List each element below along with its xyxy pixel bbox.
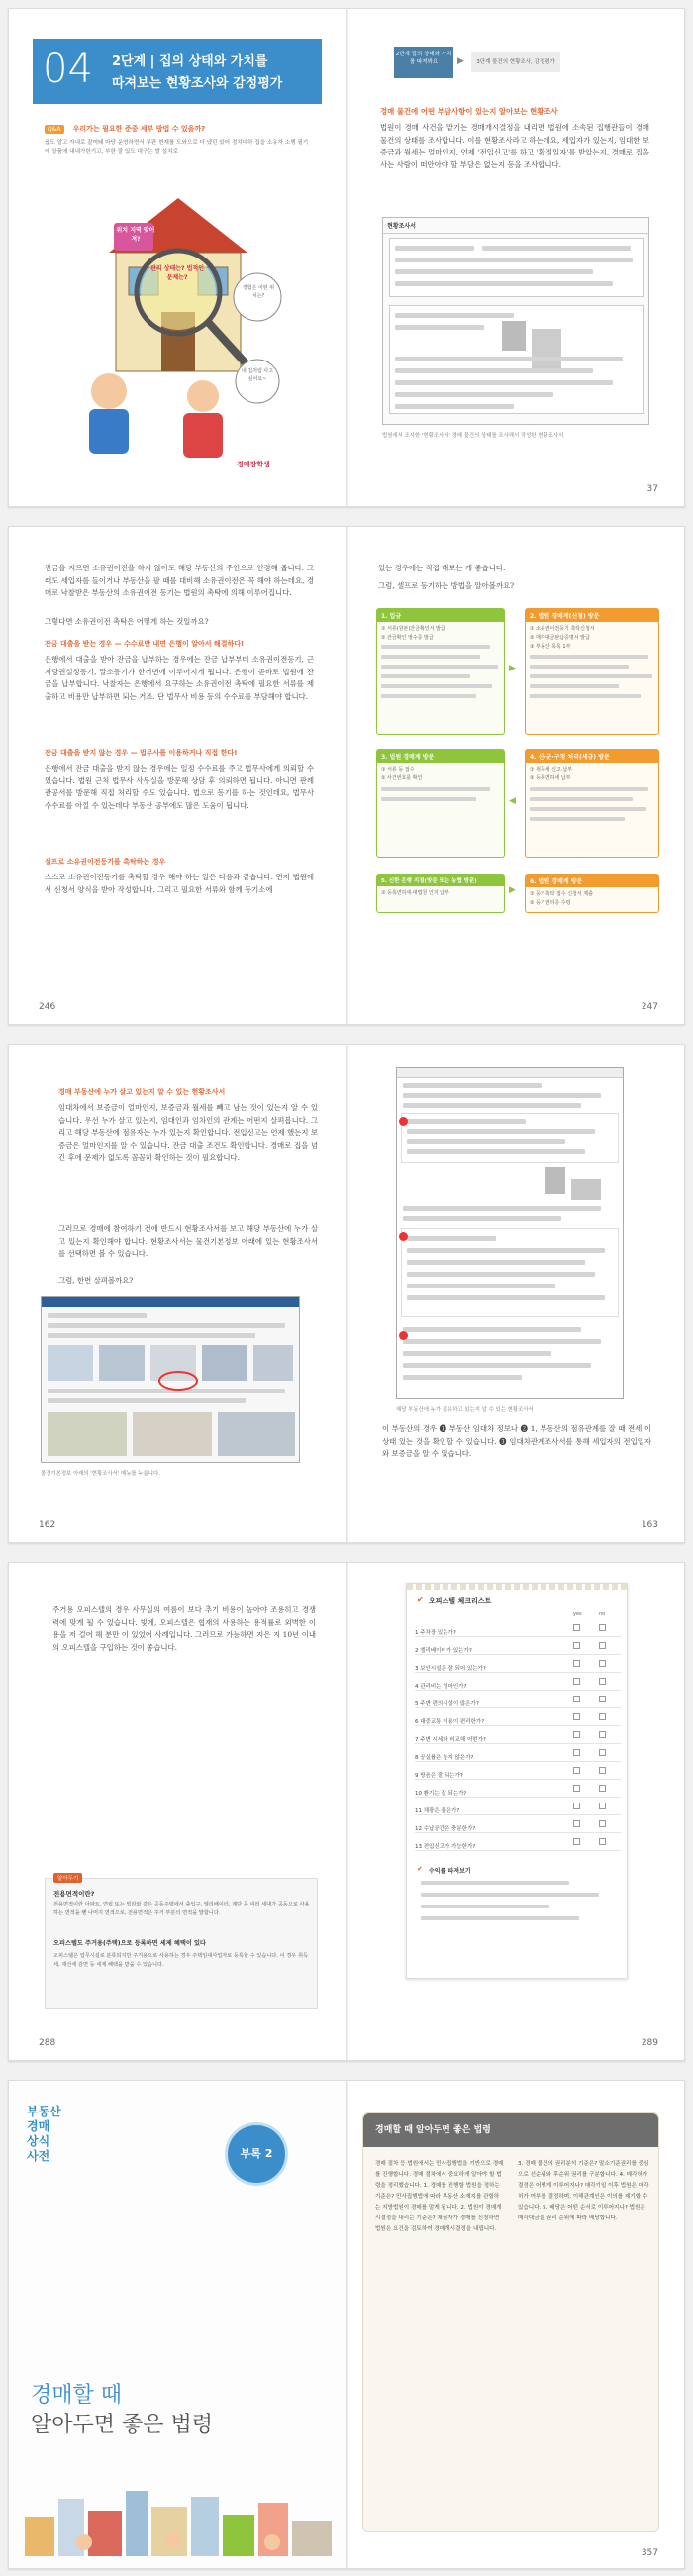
page-number-right: 357	[641, 2548, 658, 2558]
vertical-title-line: 상식	[27, 2134, 50, 2148]
flow-box-title: 6. 법원 경매계 방문	[526, 875, 658, 887]
col-no: no	[599, 1611, 606, 1617]
checklist-row	[415, 1815, 621, 1833]
checkbox-no[interactable]	[599, 1749, 606, 1756]
flow-step-2: 3단계 물건의 현황조사, 감정평가	[471, 52, 560, 72]
spread-1	[8, 8, 685, 507]
text-1: 전금을 지므면 소유권이전을 하지 않아도 해당 부동산의 주인으로 인정해 줍니다. 그래도 세입자를 들이거나 부동산을 팔 때를 대비해 소유권이전은 꼭 해야 하는데요, 경매로 낙찰받은 부동산의 소유권이전 등기는 법원의 촉탁에 의해 이루어집니다.	[45, 564, 314, 598]
spread-3	[8, 1044, 685, 1543]
checklist-row	[415, 1780, 621, 1798]
checkbox-yes[interactable]	[573, 1803, 580, 1809]
form-caption: 법원에서 조사한 '현황조사서' 경매 물건의 상태를 조사해서 작성한 현황조사서	[382, 433, 564, 439]
checkbox-no[interactable]	[599, 1820, 606, 1827]
flow-box-title: 3. 법원 경매계 방문	[377, 750, 504, 763]
page-number-right: 247	[641, 1002, 658, 1012]
flow-item: ① 등기촉탁 접수 신청서 제출	[530, 891, 593, 897]
row-label: 5 주변 편의시설이 많은가?	[415, 1701, 479, 1707]
text-2: 그렇다면 소유권이전 촉탁은 어떻게 하는 것일까요?	[45, 617, 209, 626]
flow-box-title: 2. 법원 경매계(신청) 방문	[526, 609, 658, 622]
vertical-title-line: 경매	[27, 2119, 50, 2133]
page-number-right: 289	[641, 2038, 658, 2048]
row-label: 1 주차장 있는가?	[415, 1630, 456, 1636]
site-screenshot	[41, 1296, 300, 1463]
check-icon: ✔	[417, 1865, 423, 1873]
tip-label: 알아두기	[53, 1873, 82, 1883]
flow-item: ① 서류 등 접수	[381, 767, 415, 773]
row-label: 13 전입신고가 가능한가?	[415, 1844, 476, 1850]
form-title: 현황조사서	[383, 218, 648, 234]
arrow-icon: ▶	[509, 664, 516, 673]
checkbox-yes[interactable]	[573, 1767, 580, 1774]
checklist-row	[415, 1744, 621, 1762]
checkbox-no[interactable]	[599, 1624, 606, 1631]
page-number-right: 163	[641, 1520, 658, 1530]
cartoon-sign-center: 관리 상태는? 법적인 문제는?	[149, 265, 205, 281]
checklist-row	[415, 1833, 621, 1851]
page-number-left: 246	[39, 1002, 56, 1012]
row-label: 9 방음은 잘 되는가?	[415, 1773, 463, 1779]
page-number-left: 288	[39, 2038, 56, 2048]
row-label: 7 주변 시세와 비교해 어떤가?	[415, 1737, 486, 1743]
checkbox-yes[interactable]	[573, 1785, 580, 1792]
tip-text: 전용면적이란 아파트, 연립 또는 빌라와 같은 공동주택에서 출입구, 엘리베이터, 계단 등 여러 세대가 공동으로 사용하는 면적을 뺀 나머지 면적으로, 전용면적은 주거 부분의 면적을 말합니다.	[53, 1902, 310, 1916]
text-5: 스스로 소유권이전등기를 촉탁할 경우 해야 하는 일은 다음과 같습니다. 먼저 법원에서 신청서 양식을 받아 작성합니다. 그리고 필요한 서류와 함께 등기소에	[45, 873, 314, 894]
procedure-flowchart	[376, 608, 659, 984]
checklist-title: 오피스텔 체크리스트	[429, 1597, 492, 1605]
checklist-row	[415, 1655, 621, 1673]
heading-1: 잔금 대출을 받는 경우 — 수수료만 내면 은행이 알아서 해결하다!	[45, 640, 245, 648]
checkbox-no[interactable]	[599, 1803, 606, 1809]
text-2: 그러므로 경매에 참여하기 전에 반드시 현황조사서를 보고 해당 부동산에 누가 살고 있는지 확인해야 합니다. 현황조사서는 물건기본정보 아래에 있는 현황조사서를 선택하면 볼 수 있습니다.	[58, 1224, 318, 1259]
marker-icon	[399, 1331, 408, 1340]
tip-title: 전용면적이란?	[53, 1890, 95, 1898]
marker-icon	[399, 1232, 408, 1241]
appendix-badge	[225, 2122, 288, 2186]
arrow-icon: ◀	[509, 796, 516, 806]
survey-screenshot	[396, 1067, 624, 1399]
chapter-number: 04	[43, 47, 93, 92]
checklist-rows	[415, 1619, 621, 1851]
flow-item: ① 등록면허세·대법원 인지 납부	[381, 890, 449, 896]
intro-label: Q&A	[45, 125, 64, 134]
flow-box-1	[376, 608, 505, 735]
row-label: 8 공실률은 높지 않은가?	[415, 1755, 474, 1761]
page-right	[348, 1563, 686, 2060]
text-4: 은행에서 잔금 대출을 받지 않는 경우에는 일정 수수료를 주고 법무사에게 의뢰할 수 있습니다. 법원 근처 법무사 사무실을 방문해 상담 후 의뢰하면 됩니다. 아니면 판례 관공서를 방문해 직접 처리할 수도 있습니다. 법으로 등기를 하는 것인데요, 법무사 수수료를 아낄 수 있는데다 부동산 공부에도 많은 도움이 됩니다.	[45, 764, 314, 810]
checklist-row	[415, 1726, 621, 1744]
checklist-row	[415, 1673, 621, 1691]
row-label: 3 보안시설은 잘 되어 있는가?	[415, 1666, 486, 1672]
checkbox-yes[interactable]	[573, 1713, 580, 1720]
text-2: 그럼, 셀프로 등기하는 방법을 알아볼까요?	[378, 581, 515, 590]
checklist-row	[415, 1798, 621, 1815]
checklist-sub: 수익률 따져보기	[429, 1868, 471, 1875]
text-3: 은행에서 대출을 받아 잔금을 납부하는 경우에는 잔금 납부부터 소유권이전등기, 근저당권설정등기, 말소등기가 한꺼번에 이루어지게 됩니다. 은행이 곧바로 법원에 잔금을 납부합니다. 낙찰자는 은행에서 요구하는 소유권이전 촉탁에 필요한 서류를 제출하고 비용만 납부하면 되는 거죠. 단 법무사 비용 등의 수수료를 부담해야 합니다.	[45, 655, 314, 701]
intro-question: 우리가는 필요한 준중 세부 방법 수 있을까?	[72, 125, 206, 133]
chapter-title-2: 따져보는 현황조사와 감정평가	[112, 76, 283, 91]
vertical-title	[27, 2105, 61, 2164]
checkbox-yes[interactable]	[573, 1820, 580, 1827]
text-1: 이 부동산의 경우 ❶ 부동산 임대차 정보나 ❷ 1, 부동산의 점유관계를 잘 때 전세 이 상태 있는 것을 확인할 수 있습니다. ❸ 임대차관계조사서를 통해 세입자의 전입일자와 보증금을 알 수 있습니다.	[382, 1424, 651, 1459]
section-text: 법원이 경매 사건을 맡기는 경매개시결정을 내리면 법원에 소속된 집행관들이 경매 물건의 상태를 조사합니다. 이를 현황조사라고 하는데요, 세입자가 있는지, 임대한 보증금과 월세는 얼마인지, 언제 '전입신고'를 하고 '확정일자'를 받았는지, 경매로 집을 사는 사람이 떠안아야 할 부담은 없는지 등을 조사합니다.	[380, 123, 649, 169]
cover-title-2: 알아두면 좋은 법령	[31, 2413, 214, 2437]
checkbox-no[interactable]	[599, 1731, 606, 1738]
chapter-banner	[33, 39, 322, 104]
checkbox-yes[interactable]	[573, 1678, 580, 1685]
checklist-card	[406, 1583, 628, 1979]
text-1: 임대차에서 보증금이 얼마인지, 보증금과 월세를 빼고 남는 것이 있는지 알 수 있습니다. 우선 누가 살고 있는지, 임대인과 임차인의 관계는 어떤지 살펴봅니다. 그리고 해당 부동산에 점유자는 누가 있는지 확인합니다. 전입신고는 언제 했는지 보증금은 얼마인지를 알 수 있습니다. 잔금 대출 조건도 확인합니다. 경매로 집을 넘긴 후에 문제가 없도록 꼼꼼히 확인하는 것이 필요합니다.	[58, 1103, 318, 1163]
checkbox-no[interactable]	[599, 1678, 606, 1685]
law-panel	[362, 2112, 659, 2532]
screenshot-caption: 해당 부동산에 누가 점유하고 있는지 알 수 있는 현황조사서	[396, 1407, 534, 1413]
page-right	[348, 1045, 686, 1542]
intro-text: 옵도 알고 자내로 잘어돼 마당 운영하면서 부판 현재를 도와으로 더 냈던 있어 경치대하 집을 소유자 소행 필기에 상품에 내내가한기고, 부한 잘 있도 대구는 발 설치로	[45, 140, 309, 155]
page-right	[348, 527, 686, 1024]
flow-box-6	[525, 874, 659, 913]
checkbox-yes[interactable]	[573, 1660, 580, 1667]
checkbox-no[interactable]	[599, 1785, 606, 1792]
checkbox-yes[interactable]	[573, 1731, 580, 1738]
cartoon-brand: 경매장학생	[237, 461, 270, 468]
flow-item: ② 등록면허세 납부	[530, 775, 571, 781]
cartoon-sign-right: 경험은 어떤 위치는?	[242, 285, 275, 299]
chapter-title-1: 2단계 | 집의 상태와 가치를	[112, 54, 268, 69]
city-illustration	[25, 2477, 332, 2556]
page-right	[348, 9, 686, 506]
check-icon: ✔	[417, 1596, 424, 1604]
page-number-right: 37	[646, 484, 658, 494]
page-right	[348, 2081, 686, 2568]
checklist-row	[415, 1691, 621, 1708]
flow-box-4	[525, 749, 659, 858]
flow-step-1: 2단계 집의 상태와 가치를 따져봐요	[394, 47, 453, 78]
checkbox-no[interactable]	[599, 1642, 606, 1649]
screenshot-caption: 물건기본정보 아래의 '현황조사서' 메뉴를 누릅니다.	[41, 1471, 160, 1477]
text-3: 그럼, 한번 살펴볼까요?	[58, 1276, 134, 1285]
badge-label: 부록 2	[240, 2147, 273, 2160]
checklist-row	[415, 1619, 621, 1637]
flow-item: ① 취득세 신고·납부	[530, 767, 573, 773]
flow-box-2	[525, 608, 659, 735]
arrow-icon: ▶	[509, 885, 516, 895]
checklist-row	[415, 1762, 621, 1780]
checkbox-yes[interactable]	[573, 1696, 580, 1702]
heading-3: 셀프로 소유권이전등기를 촉탁하는 경우	[45, 858, 166, 866]
checkbox-no[interactable]	[599, 1696, 606, 1702]
page-left	[9, 2081, 346, 2568]
page-left	[9, 1045, 346, 1542]
law-col-1: 경매 절차 등 법원에서는 민사집행법을 기반으로 경매를 진행합니다. 경매 절차에서 중요하게 알아야 할 법령을 정리했습니다. 1. 경매를 진행할 법원을 정하는 기준은? 민사집행법에 따라 부동산 소재지를 관할하는 지방법원이 경매를 맡게 됩니다. 2. 법원이 경매개시결정을 내리는 기준은? 채권자가 경매를 신청하면 법원은 요건을 검토하여 경매개시결정을 내립니다.	[375, 2161, 504, 2232]
page-left	[9, 1563, 346, 2060]
checklist-row	[415, 1637, 621, 1655]
section-heading: 경매 물건에 어떤 부담사항이 있는지 알아보는 현황조사	[380, 107, 558, 116]
spread-4	[8, 1562, 685, 2061]
checkbox-yes[interactable]	[573, 1838, 580, 1845]
law-title: 경매할 때 알아두면 좋은 법령	[375, 2125, 491, 2135]
flow-box-title: 4. 신·군·구청 처리(세금) 방문	[526, 750, 658, 763]
col-yes: yes	[573, 1611, 582, 1617]
tip-box	[45, 1878, 318, 2009]
checkbox-no[interactable]	[599, 1767, 606, 1774]
vertical-title-line: 사전	[27, 2149, 50, 2163]
flow-item: ① 소유권이전등기 촉탁신청서	[530, 626, 595, 632]
flow-item: ② 사건번호를 확인	[381, 775, 423, 781]
row-label: 11 채광은 좋은가?	[415, 1808, 460, 1814]
intro-box	[45, 116, 310, 171]
checkbox-no[interactable]	[599, 1713, 606, 1720]
page-left	[9, 9, 346, 506]
flow-box-5	[376, 874, 505, 913]
spread-2	[8, 526, 685, 1025]
heading-2: 잔금 대출을 받지 않는 경우 — 법무사를 이용하거나 직접 한다!	[45, 749, 238, 757]
checkbox-no[interactable]	[599, 1838, 606, 1845]
spread-5	[8, 2080, 685, 2569]
law-title-bar	[363, 2113, 658, 2147]
law-col-2: 3. 경매 물건의 권리분석 기준은? 말소기준권리를 중심으로 선순위와 후순위 권리를 구분합니다. 4. 매각허가결정은 어떻게 이루어지나? 매각기일 이후 법원은 매각허가 여부를 결정하며, 이해관계인은 이의를 제기할 수 있습니다. 5. 배당은 어떤 순서로 이루어지나? 법원은 매각대금을 권리 순위에 따라 배당합니다.	[518, 2161, 649, 2221]
text-1: 주거용 오피스텔의 경우 사무실의 여름이 보다 추기 비용이 높아야 조용히고 경쟁력에 맞게 될 수 있습니다. 빛에, 오피스텔은 협재의 사용하는 용적률로 외벽한 이용을 저 걸어 해 분만 이 있었어 사례입니다. 그러므로 가능하면 지은 지 10년 이내의 오피스텔을 구입하는 것이 좋습니다.	[52, 1605, 316, 1652]
section-heading: 경매 부동산에 누가 살고 있는지 알 수 있는 현황조사서	[58, 1088, 226, 1096]
checkbox-no[interactable]	[599, 1660, 606, 1667]
cartoon-sign-bottom: 내 집처럼 사고 싶어요~	[241, 368, 274, 382]
checkbox-yes[interactable]	[573, 1642, 580, 1649]
flow-box-title: 1. 입금	[377, 609, 504, 622]
checklist-row	[415, 1708, 621, 1726]
form-screenshot	[382, 217, 649, 425]
page-left	[9, 527, 346, 1024]
cover-title-1: 경매할 때	[31, 2383, 123, 2408]
arrow-icon: ▶	[457, 56, 464, 66]
page-number-left: 162	[39, 1520, 56, 1530]
vertical-title-line: 부동산	[27, 2105, 61, 2118]
flow-box-title: 5. 신한 은행 지점(방문 또는 농협 방문)	[377, 875, 504, 886]
checkbox-yes[interactable]	[573, 1749, 580, 1756]
row-label: 12 수납공간은 충분한가?	[415, 1826, 476, 1832]
row-label: 4 관리비는 얼마인가?	[415, 1684, 467, 1690]
row-label: 10 환기는 잘 되는가?	[415, 1791, 467, 1797]
cartoon-sign-left: 위치 지역 맞어져?	[116, 227, 155, 243]
flow-box-3	[376, 749, 505, 858]
tip-title-2: 오피스텔도 주거용(주택)으로 등록하면 세제 혜택이 있다	[53, 1940, 206, 1947]
tip-text-2: 오피스텔은 업무시설로 분류되지만 주거용으로 사용하는 경우 주택임대사업자로 등록할 수 있습니다. 이 경우 취득세, 재산세 감면 등 세제 혜택을 받을 수 있습니다.	[53, 1953, 308, 1968]
marker-icon	[399, 1117, 408, 1126]
checkbox-yes[interactable]	[573, 1624, 580, 1631]
flow-item: ① 서류(원본)잔금확인서 발급	[381, 626, 446, 632]
flow-item: ③ 부동산 목록 1부	[530, 644, 571, 650]
text-1: 있는 경우에는 직접 해보는 게 좋습니다.	[378, 564, 506, 572]
flow-item: ② 등기권리증 수령	[530, 900, 571, 906]
flow-item: ② 매각대금완납증명서 발급	[530, 635, 590, 641]
row-label: 6 대중교통 이용이 편리한가?	[415, 1719, 485, 1725]
flow-item: ② 잔금확인 영수증 발급	[381, 635, 434, 641]
row-label: 2 엘리베이터가 있는가?	[415, 1648, 472, 1654]
cartoon-illustration	[54, 183, 302, 470]
